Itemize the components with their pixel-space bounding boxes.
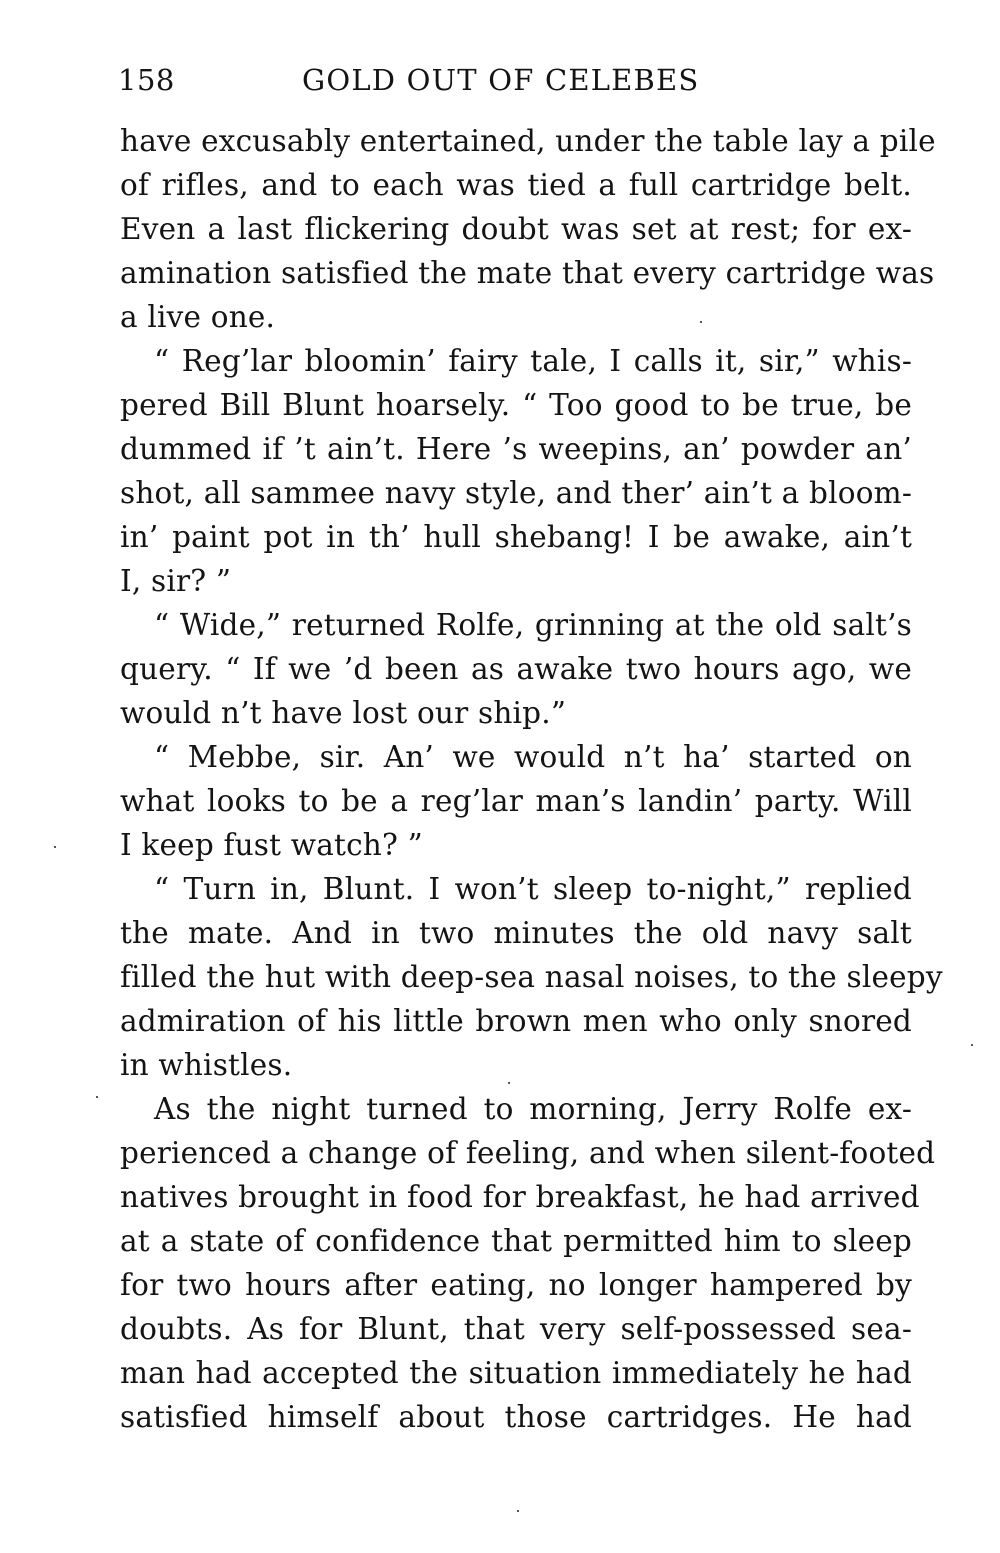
print-speck	[54, 846, 56, 848]
text-line: I, sir? ”	[120, 564, 232, 598]
text-line: “ Mebbe, sir. An’ we would n’t ha’ started on	[154, 740, 912, 774]
text-line: I keep fust watch? ”	[120, 828, 423, 862]
print-speck	[517, 1510, 519, 1512]
text-line: As the night turned to morning, Jerry Rolfe ex-	[154, 1092, 912, 1126]
text-line: at a state of confidence that permitted him to sleep	[120, 1224, 912, 1258]
text-line: what looks to be a reg’lar man’s landin’ party. Will	[120, 784, 912, 818]
print-speck	[700, 321, 702, 323]
text-line: shot, all sammee navy style, and ther’ ain’t a bloom-	[120, 476, 912, 510]
text-line: doubts. As for Blunt, that very self-possessed sea-	[120, 1312, 912, 1346]
text-line: “ Wide,” returned Rolfe, grinning at the old salt’s	[154, 608, 912, 642]
page-number: 158	[118, 63, 175, 97]
running-head	[118, 58, 910, 102]
text-line: have excusably entertained, under the table lay a pile	[120, 124, 936, 158]
print-speck	[96, 1096, 98, 1098]
text-line: pered Bill Blunt hoarsely. “ Too good to be true, be	[120, 388, 912, 422]
print-speck	[971, 1044, 973, 1046]
text-line: of rifles, and to each was tied a full cartridge belt.	[120, 168, 912, 202]
text-line: admiration of his little brown men who only snored	[120, 1004, 912, 1038]
text-line: amination satisfied the mate that every cartridge was	[120, 256, 935, 290]
text-line: would n’t have lost our ship.”	[120, 696, 567, 730]
text-line: perienced a change of feeling, and when silent-footed	[120, 1136, 936, 1170]
body-text	[120, 119, 943, 1439]
text-line: the mate. And in two minutes the old navy salt	[120, 916, 912, 950]
text-line: filled the hut with deep-sea nasal noises, to the sleepy	[120, 960, 943, 994]
book-title: GOLD OUT OF CELEBES	[302, 63, 700, 97]
text-line: “ Reg’lar bloomin’ fairy tale, I calls it, sir,” whis-	[154, 344, 912, 378]
text-line: “ Turn in, Blunt. I won’t sleep to-night,” replied	[154, 872, 912, 906]
text-line: query. “ If we ’d been as awake two hours ago, we	[120, 652, 912, 686]
text-line: in whistles.	[120, 1048, 293, 1082]
text-line: Even a last flickering doubt was set at rest; for ex-	[120, 212, 912, 246]
text-line: for two hours after eating, no longer hampered by	[120, 1268, 912, 1302]
text-line: natives brought in food for breakfast, he had arrived	[120, 1180, 920, 1214]
print-speck	[508, 1082, 510, 1084]
text-line: in’ paint pot in th’ hull shebang! I be awake, ain’t	[120, 520, 912, 554]
text-line: a live one.	[120, 300, 276, 334]
text-line: dummed if ’t ain’t. Here ’s weepins, an’ powder an’	[120, 432, 912, 466]
text-line: man had accepted the situation immediately he had	[120, 1356, 912, 1390]
text-line: satisfied himself about those cartridges. He had	[120, 1400, 912, 1434]
